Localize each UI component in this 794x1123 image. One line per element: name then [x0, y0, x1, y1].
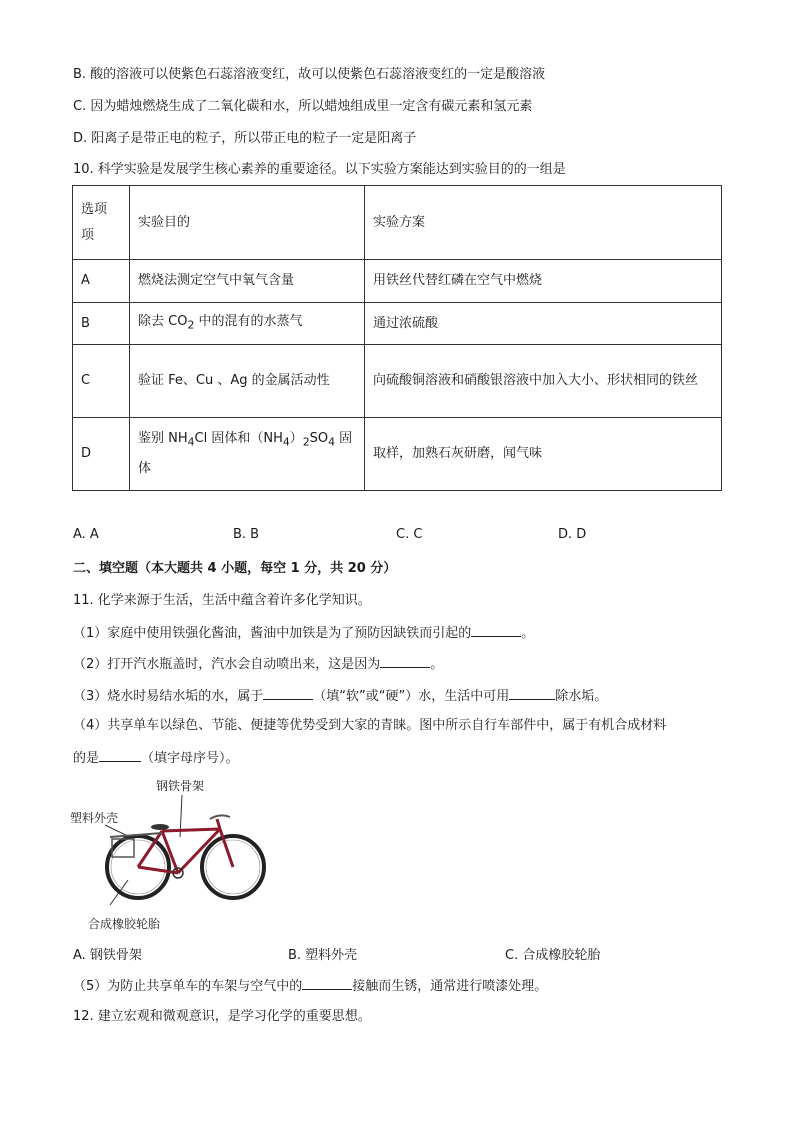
row-option: B: [73, 303, 130, 345]
table-header-row: [73, 186, 722, 260]
answer-a[interactable]: A. A: [73, 527, 99, 542]
label-plastic-shell: 塑料外壳: [70, 811, 119, 825]
answer-b[interactable]: B. B: [233, 527, 260, 542]
answer-blank[interactable]: [263, 685, 313, 700]
header-option: 选项 项: [73, 186, 130, 260]
row-plan: 向硫酸铜溶液和硝酸银溶液中加入大小、形状相同的铁丝: [365, 345, 722, 418]
label-rubber-tire: 合成橡胶轮胎: [88, 917, 161, 931]
label-steel-frame: 钢铁骨架: [156, 779, 205, 793]
q12-stem: 12. 建立宏观和微观意识，是学习化学的重要思想。: [73, 1009, 371, 1024]
answer-blank[interactable]: [99, 747, 141, 762]
bicycle-figure: [70, 775, 280, 935]
option-b[interactable]: B. 塑料外壳: [288, 948, 358, 963]
q11-part4-cont: 的是 （填字母序号）。: [73, 747, 239, 769]
q9-option-b: B. 酸的溶液可以使紫色石蕊溶液变红，故可以使紫色石蕊溶液变红的一定是酸溶液: [73, 67, 546, 82]
table-row: [73, 303, 722, 345]
answer-blank[interactable]: [471, 622, 521, 637]
bicycle-illustration: [70, 775, 280, 935]
row-goal: 除去 $CO_2$ 中的混有的水蒸气: [130, 303, 365, 345]
q11-part3: （3）烧水时易结水垢的水，属于 （填“软”或“硬”）水，生活中可用 除水垢。: [73, 685, 607, 707]
row-plan: 用铁丝代替红磷在空气中燃烧: [365, 260, 722, 303]
row-plan: 取样，加熟石灰研磨，闻气味: [365, 418, 722, 491]
option-c[interactable]: C. 合成橡胶轮胎: [505, 948, 601, 963]
experiment-table: [72, 185, 722, 491]
row-option: D: [73, 418, 130, 491]
q10-answer-options: [73, 527, 723, 547]
answer-blank[interactable]: [380, 653, 430, 668]
q9-option-c: C. 因为蜡烛燃烧生成了二氧化碳和水，所以蜡烛组成里一定含有碳元素和氢元素: [73, 99, 533, 114]
answer-c[interactable]: C. C: [396, 527, 423, 542]
header-plan: 实验方案: [365, 186, 722, 260]
table-row: [73, 345, 722, 418]
section-title: 二、填空题（本大题共 4 小题，每空 1 分，共 20 分）: [73, 561, 397, 576]
row-option: C: [73, 345, 130, 418]
row-goal: 验证 Fe、Cu 、Ag 的金属活动性: [130, 345, 365, 418]
table-row: [73, 418, 722, 491]
q11-part1: （1）家庭中使用铁强化酱油，酱油中加铁是为了预防因缺铁而引起的 。: [73, 622, 534, 644]
row-goal: 鉴别 $NH_4Cl$ 固体和$(NH_4)_2SO_4$ 固体: [130, 418, 365, 491]
table-row: [73, 260, 722, 303]
answer-blank[interactable]: [302, 975, 352, 990]
option-a[interactable]: A. 钢铁骨架: [73, 948, 142, 963]
q11-part4: （4）共享单车以绿色、节能、便捷等优势受到大家的青睐。图中所示自行车部件中，属于有机合成材料: [73, 718, 667, 733]
q11-part2: （2）打开汽水瓶盖时，汽水会自动喷出来，这是因为 。: [73, 653, 443, 675]
row-goal: 燃烧法测定空气中氧气含量: [130, 260, 365, 303]
row-plan: 通过浓硫酸: [365, 303, 722, 345]
row-option: A: [73, 260, 130, 303]
header-goal: 实验目的: [130, 186, 365, 260]
answer-blank[interactable]: [509, 685, 555, 700]
q10-stem: 10. 科学实验是发展学生核心素养的重要途径。以下实验方案能达到实验目的的一组是: [73, 162, 566, 177]
q11-part4-options: [73, 944, 723, 964]
answer-d[interactable]: D. D: [558, 527, 587, 542]
q11-stem: 11. 化学来源于生活，生活中蕴含着许多化学知识。: [73, 593, 371, 608]
q11-part5: （5）为防止共享单车的车架与空气中的 接触而生锈，通常进行喷漆处理。: [73, 975, 547, 997]
q9-option-d: D. 阳离子是带正电的粒子，所以带正电的粒子一定是阳离子: [73, 131, 417, 146]
